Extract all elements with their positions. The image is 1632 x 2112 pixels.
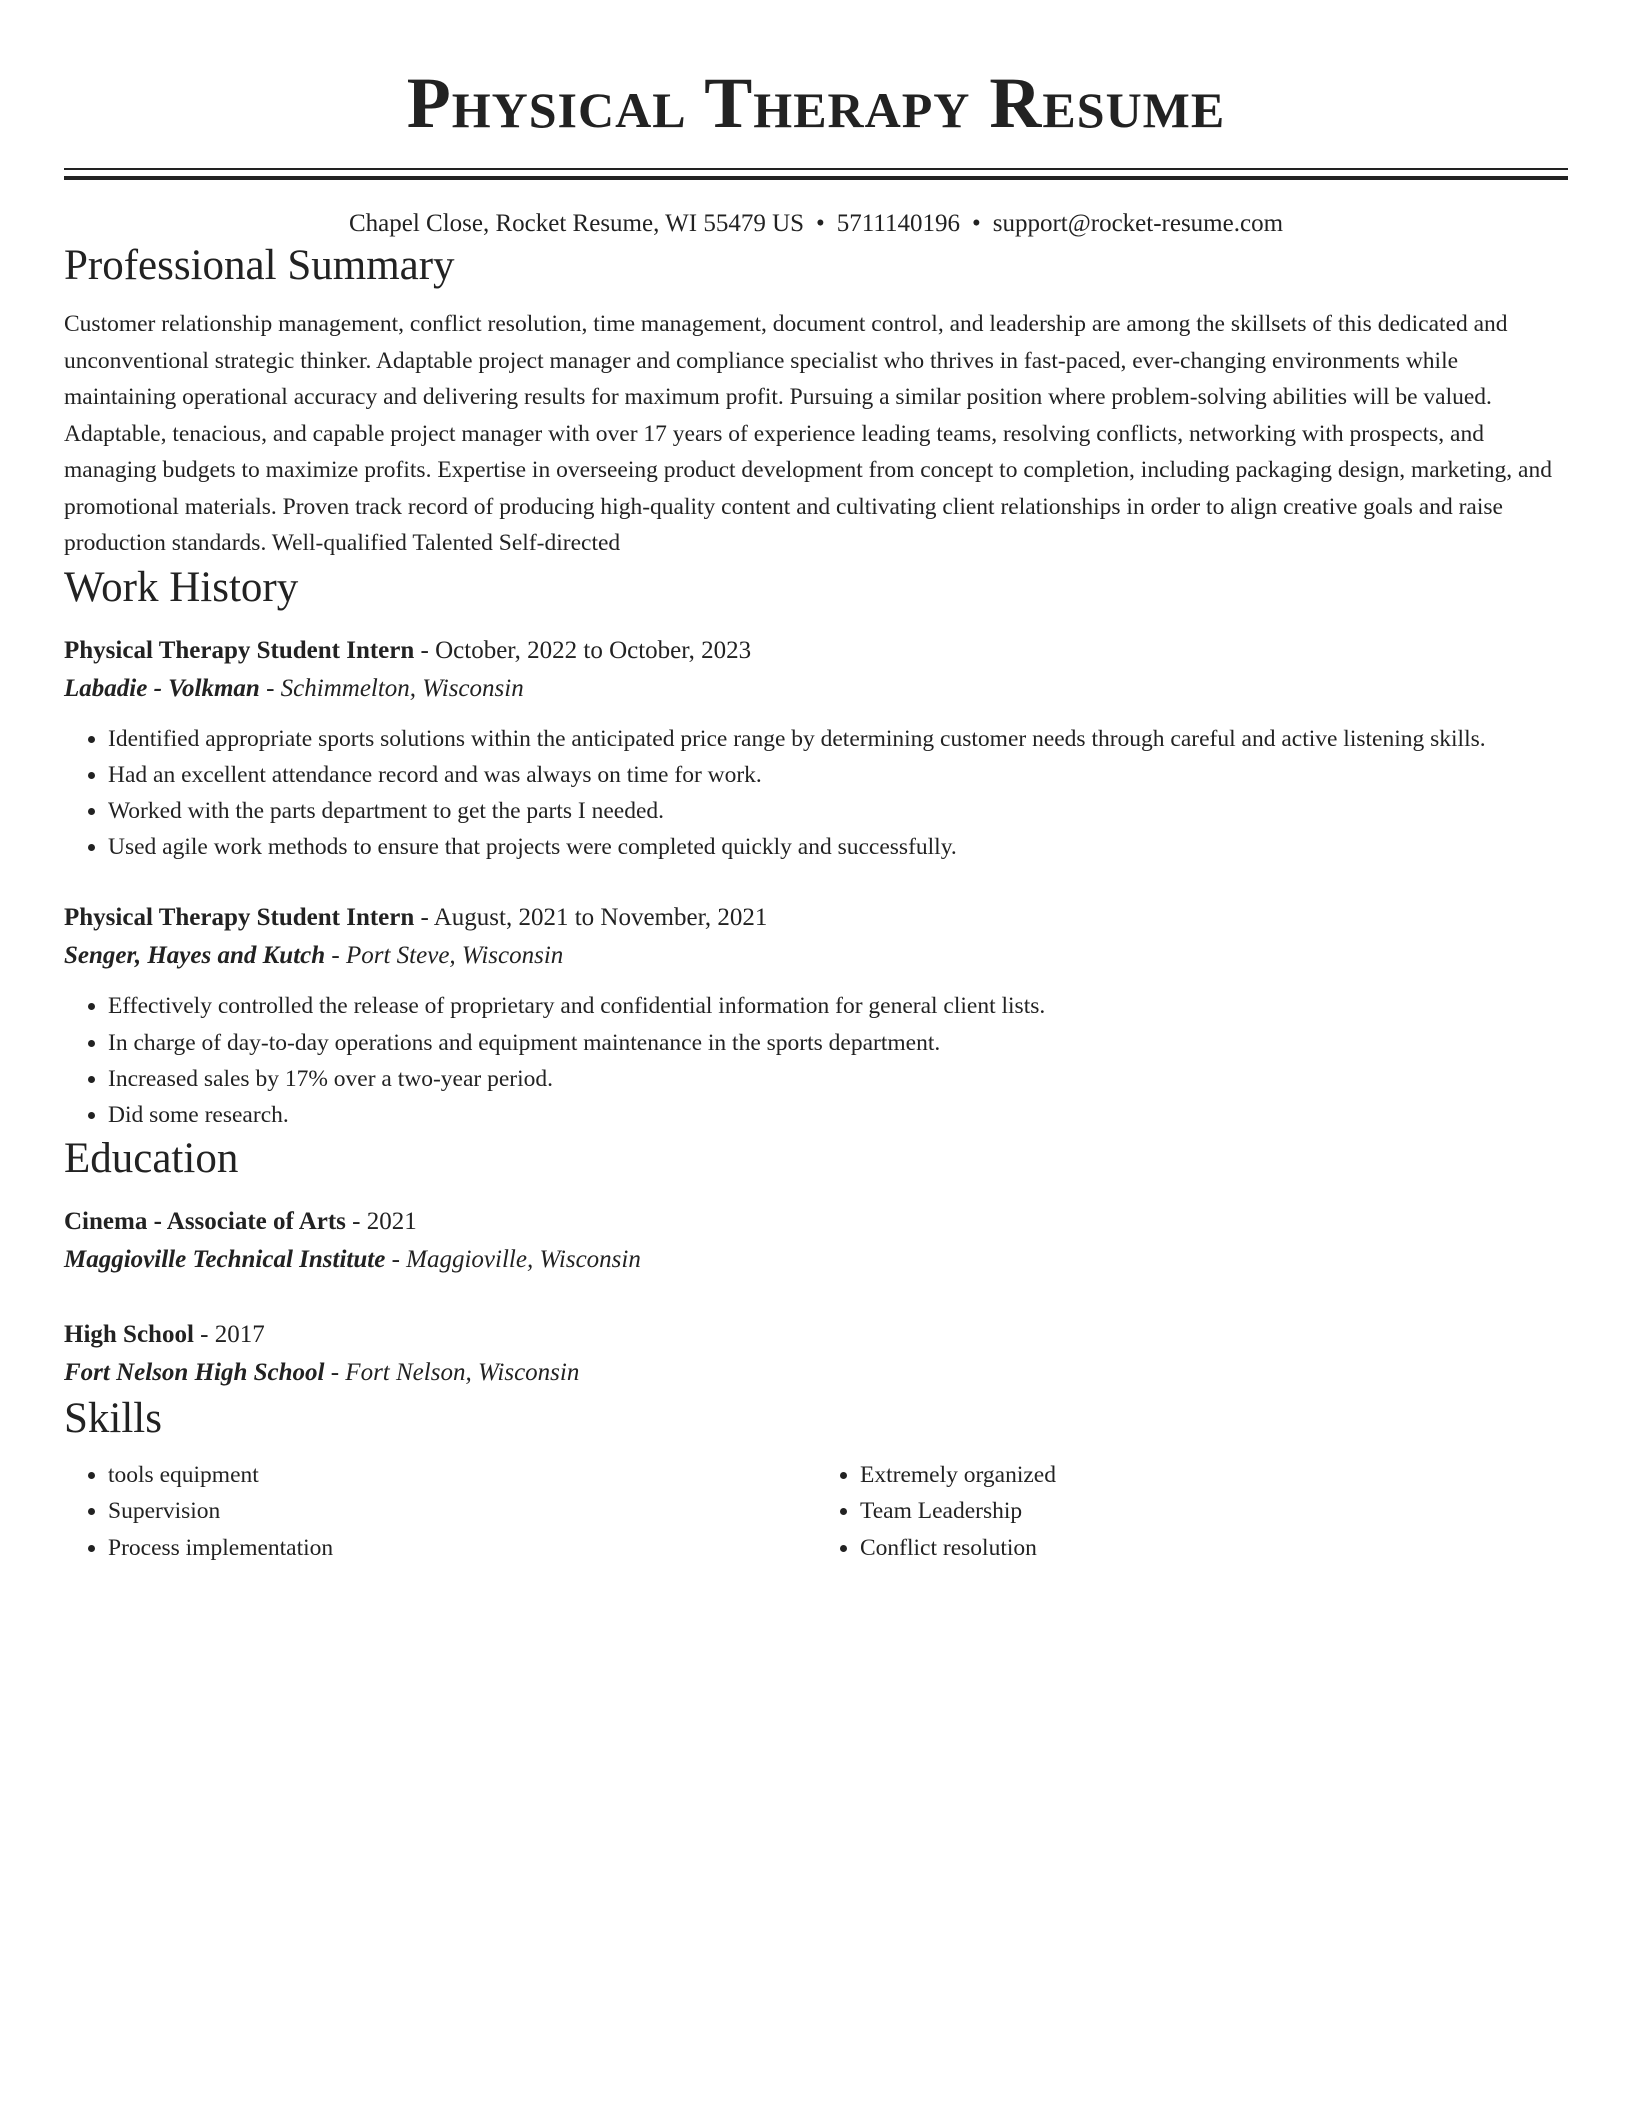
school-name: Maggioville Technical Institute <box>64 1246 386 1274</box>
work-history-heading: Work History <box>64 563 299 611</box>
skills-grid <box>64 1457 1568 1566</box>
skill-item: • Conflict resolution <box>860 1530 1568 1566</box>
school-location: - Fort Nelson, Wisconsin <box>324 1359 580 1387</box>
list-item: • Worked with the parts department to get the parts I needed. <box>108 793 1568 829</box>
title-divider <box>64 168 1568 170</box>
summary-heading: Professional Summary <box>64 242 455 289</box>
job-title: Physical Therapy Student Intern <box>64 636 415 664</box>
school-location: - Maggioville, Wisconsin <box>385 1246 641 1274</box>
list-item: • Did some research. <box>108 1097 1568 1133</box>
degree-year: - 2017 <box>193 1321 265 1349</box>
job-entry <box>64 899 1568 1133</box>
job-entry <box>64 632 1568 866</box>
contact-email: support@rocket-resume.com <box>992 210 1284 237</box>
resume-title: Physical Therapy Resume <box>406 63 1226 143</box>
job-location: - Schimmelton, Wisconsin <box>259 674 524 702</box>
list-item: • Effectively controlled the release of proprietary and confidential information for general client lists. <box>108 988 1568 1024</box>
degree-year: - 2021 <box>345 1208 417 1236</box>
job-location: - Port Steve, Wisconsin <box>325 942 564 970</box>
degree: High School <box>64 1321 194 1349</box>
education-entry <box>64 1203 1568 1280</box>
summary-text: Customer relationship management, conflict resolution, time management, document control, and leadership are among the skillsets of this dedicated and unconventional strategic thinker. Adaptable project manager and compliance specialist who thrives in fast-paced, ever-changing environments while maintaining operational accuracy and delivering results for maximum profit. Pursuing a similar position where problem-solving abilities will be valued. Adaptable, tenacious, and capable project manager with over 17 years of experience leading teams, resolving conflicts, networking with prospects, and managing budgets to maximize profits. Expertise in overseeing product development from concept to completion, including packaging design, marketing, and promotional materials. Proven track record of producing high-quality content and cultivating client relationships in order to align creative goals and raise production standards. Well-qualified Talented Self-directed <box>64 311 1552 556</box>
list-item: • Had an excellent attendance record and was always on time for work. <box>108 757 1568 793</box>
skill-item: • Process implementation <box>108 1530 816 1566</box>
job-title-line <box>64 899 1568 936</box>
list-item: • In charge of day-to-day operations and equipment maintenance in the sports department. <box>108 1025 1568 1061</box>
skills-column-right <box>816 1457 1568 1566</box>
list-item: • Used agile work methods to ensure that projects were completed quickly and successfully. <box>108 829 1568 865</box>
contact-separator: • <box>816 210 825 237</box>
school-line <box>64 1353 1568 1393</box>
skill-item: • tools equipment <box>108 1457 816 1493</box>
degree-line <box>64 1316 1568 1353</box>
school-name: Fort Nelson High School <box>64 1359 325 1387</box>
job-bullets <box>64 988 1568 1133</box>
contact-line <box>64 208 1568 240</box>
skills-column-left <box>64 1457 816 1566</box>
job-employer-line <box>64 936 1568 976</box>
job-bullets <box>64 721 1568 866</box>
degree: Cinema - Associate of Arts <box>64 1208 346 1236</box>
education-entry <box>64 1316 1568 1393</box>
job-dates: - October, 2022 to October, 2023 <box>414 636 752 664</box>
list-item: • Identified appropriate sports solutions within the anticipated price range by determining customer needs through careful and active listening skills. <box>108 721 1568 757</box>
job-employer-line <box>64 669 1568 709</box>
job-title: Physical Therapy Student Intern <box>64 904 415 932</box>
contact-address: Chapel Close, Rocket Resume, WI 55479 US <box>348 210 805 237</box>
contact-separator: • <box>971 210 981 237</box>
job-title-line <box>64 632 1568 669</box>
school-line <box>64 1240 1568 1280</box>
skill-item: • Extremely organized <box>860 1457 1568 1493</box>
job-dates: - August, 2021 to November, 2021 <box>414 904 768 932</box>
degree-line <box>64 1203 1568 1240</box>
contact-phone: 5711140196 <box>836 210 960 237</box>
skill-item: • Supervision <box>108 1493 816 1529</box>
skill-item: • Team Leadership <box>860 1493 1568 1529</box>
job-employer: Senger, Hayes and Kutch <box>64 942 326 970</box>
list-item: • Increased sales by 17% over a two-year period. <box>108 1061 1568 1097</box>
education-heading: Education <box>64 1135 239 1183</box>
job-employer: Labadie - Volkman <box>64 674 260 702</box>
skills-heading: Skills <box>64 1395 162 1443</box>
